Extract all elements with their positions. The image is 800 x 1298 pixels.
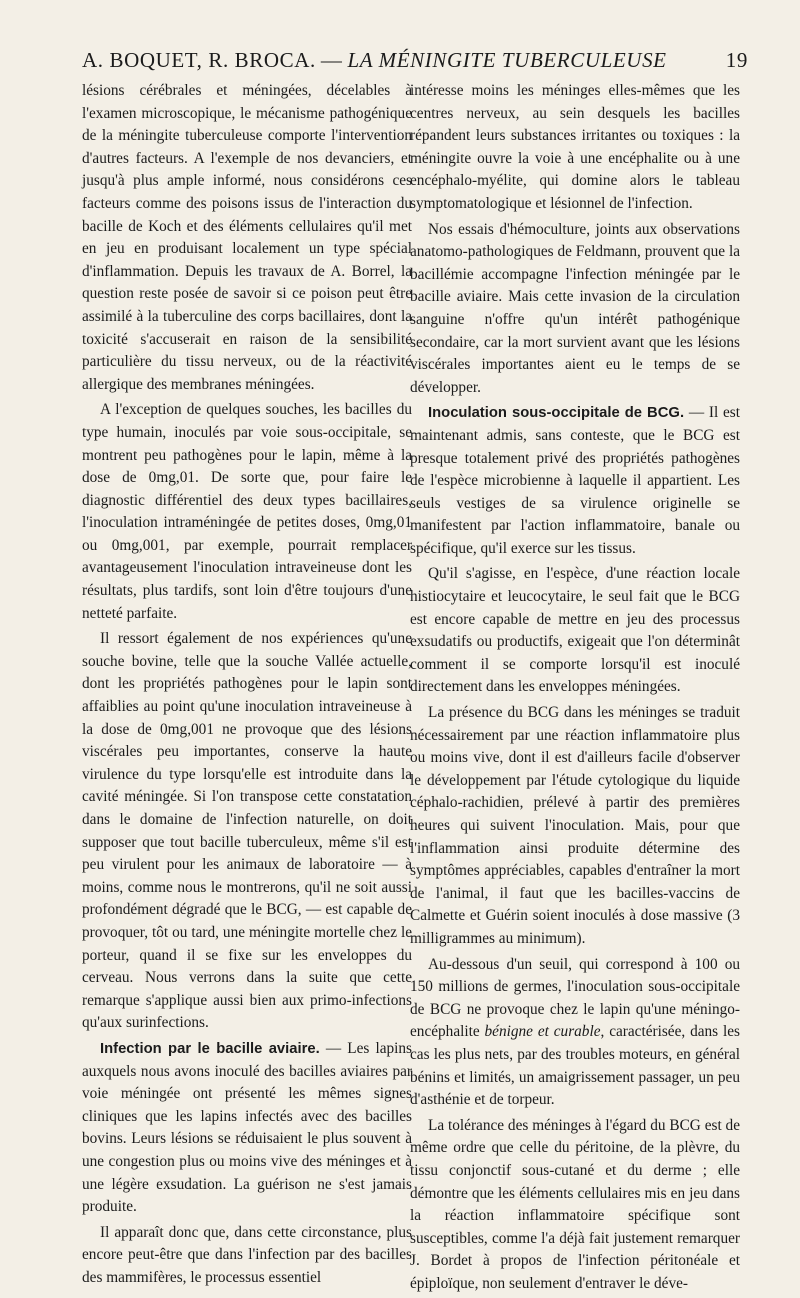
page-number: 19 (725, 48, 748, 72)
right-paragraph-4: Qu'il s'agisse, en l'espèce, d'une réaction locale histiocytaire et leucocytaire, le seul fait que le BCG est encore capable de mettre en jeu des processus exsudatifs ou productifs, exigeait que l'on déterminât comment il se comporte lorsqu'il est inoculé directement dans les enveloppes méningées. (410, 565, 740, 696)
running-title (82, 48, 667, 73)
right-paragraph-7: La tolérance des méninges à l'égard du BCG est de même ordre que celle du péritoine, de la plèvre, du tissu conjonctif sous-cutané et du derme ; elle démontre que les éléments cellulaires mis en jeu dans la réaction inflammatoire spécifique sont susceptibles, comme l'a déjà fait justement remarquer J. Bordet à propos de l'infection péritonéale et épiploïque, non seulement d'entraver le déve- (410, 1116, 740, 1292)
left-paragraph-2: A l'exception de quelques souches, les bacilles du type humain, inoculés par voie sous-occipitale, se montrent peu pathogènes pour le lapin, même à la dose de 0mg,01. De sorte que, pour faire le diagnostic différentiel des deux types bacillaires, l'inoculation intraméningée de petites doses, 0mg,01 ou 0mg,001, par exemple, pourrait remplacer avantageusement l'inoculation intraveineuse dont les résultats, plus tardifs, sont loin d'être toujours d'une netteté parfaite. (82, 401, 412, 622)
right-paragraph-2: Nos essais d'hémoculture, joints aux observations anatomo-pathologiques de Feldmann, prouvent que la bacillémie accompagne l'infection méningée par le bacille aviaire. Mais cette invasion de la circulation sanguine n'offre qu'un intérêt pathogénique secondaire, car la mort survient avant que les lésions viscérales importantes aient eu le temps de se développer. (410, 220, 740, 396)
right-paragraph-6-start: Au-dessous d'un seuil, qui correspond à 100 ou 150 millions de germes, l'inoculation sous-occipitale de BCG ne provoque chez le lapin qu'une méningo-encéphalite (410, 955, 740, 1041)
left-paragraph-1: lésions cérébrales et méningées, décelables à l'examen microscopique, le mécanisme pathogénique de la méningite tuberculeuse comporte l'intervention d'autres facteurs. A l'exemple de nos devanciers, et jusqu'à plus ample informé, nous considérons ces facteurs comme des poisons issus de l'interaction du bacille de Koch et des éléments cellulaires qu'il met en jeu en produisant localement un type spécial d'inflammation. Depuis les travaux de A. Borrel, la question reste posée de savoir si ce poison peut être assimilé à la tuberculine des corps bacillaires, dont la toxicité s'accuserait en raison de la sensibilité particulière du tissu nerveux, ou de la réactivité allergique des membranes méningées. (82, 82, 412, 393)
section-heading-bcg: Inoculation sous-occipitale de BCG. (428, 405, 685, 422)
italic-benigne-curable: bénigne et curable (484, 1023, 601, 1041)
right-paragraph-1: intéresse moins les méninges elles-mêmes que les centres nerveux, au sein desquels les bacilles répandent leurs substances irritantes ou toxiques : la méningite ouvre la voie à une encéphalite ou à une encéphalo-myélite, qui domine alors le tableau symptomatologique et lésionnel de l'infection. (410, 82, 740, 212)
right-paragraph-3 (410, 402, 740, 560)
left-column (82, 80, 412, 1292)
left-paragraph-4-body: — Les lapins auxquels nous avons inoculé des bacilles aviaires par voie méningée ont présenté les mêmes signes cliniques que les lapins infectés avec des bacilles bovins. Leurs lésions se réduisaient le plus souvent à une congestion plus ou moins vive des méninges et à une légère exsudation. La guérison ne s'est jamais produite. (82, 1039, 412, 1216)
left-paragraph-3: Il ressort également de nos expériences qu'une souche bovine, telle que la souche Vallée actuelle, dont les propriétés pathogènes pour le lapin sont affaiblies au point qu'une inoculation intraveineuse à la dose de 0mg,001 ne provoque que des lésions viscérales peu importantes, conserve la haute virulence du type lorsqu'elle est introduite dans la cavité méningée. Si l'on transpose cette constatation dans le domaine de l'infection naturelle, on doit supposer que tout bacille tuberculeux, même s'il est peu virulent pour les animaux de laboratoire — à moins, comme nous le montrerons, qu'il ne soit aussi profondément dégradé que le BCG, — est capable de provoquer, tôt ou tard, une méningite mortelle chez le porteur, quand il se fixe sur les enveloppes du cerveau. Nous verrons dans la suite que cette remarque s'applique aussi bien aux primo-infections qu'aux surinfections. (82, 630, 412, 1032)
left-paragraph-5: Il apparaît donc que, dans cette circonstance, plus encore peut-être que dans l'infection par des bacilles des mammifères, le processus essentiel (82, 1223, 412, 1286)
header-authors: A. BOQUET, R. BROCA. (82, 48, 316, 72)
header-title: LA MÉNINGITE TUBERCULEUSE (347, 48, 667, 72)
left-paragraph-4 (82, 1038, 412, 1219)
header-separator: — (320, 48, 343, 72)
right-paragraph-6-end: , caractérisée, dans les cas les plus nets, par des troubles moteurs, en général bénins et limités, un amaigrissement passager, un peu d'asthénie et de torpeur. (410, 1023, 740, 1109)
right-paragraph-3-body: — Il est maintenant admis, sans conteste, que le BCG est presque totalement privé des propriétés pathogènes de l'espèce microbienne à laquelle il appartient. Les seuls vestiges de sa virulence originelle se manifestent par l'action inflammatoire, banale ou spécifique, qu'il exerce sur les tissus. (410, 404, 740, 557)
running-header (60, 44, 748, 78)
right-column (410, 80, 740, 1298)
right-paragraph-5: La présence du BCG dans les méninges se traduit nécessairement par une réaction inflammatoire plus ou moins vive, dont il est d'ailleurs facile d'observer le développement par l'étude cytologique du liquide céphalo-rachidien, prélevé à partir des premières heures qui suivent l'inoculation. Mais, pour que l'inflammation ainsi produite détermine des symptômes appréciables, capables d'entraîner la mort de l'animal, il faut que les bacilles-vaccins de Calmette et Guérin soient inoculés à dose massive (3 milligrammes au minimum). (410, 704, 740, 947)
section-heading-aviaire: Infection par le bacille aviaire. (100, 1040, 320, 1057)
right-paragraph-6 (410, 954, 740, 1112)
